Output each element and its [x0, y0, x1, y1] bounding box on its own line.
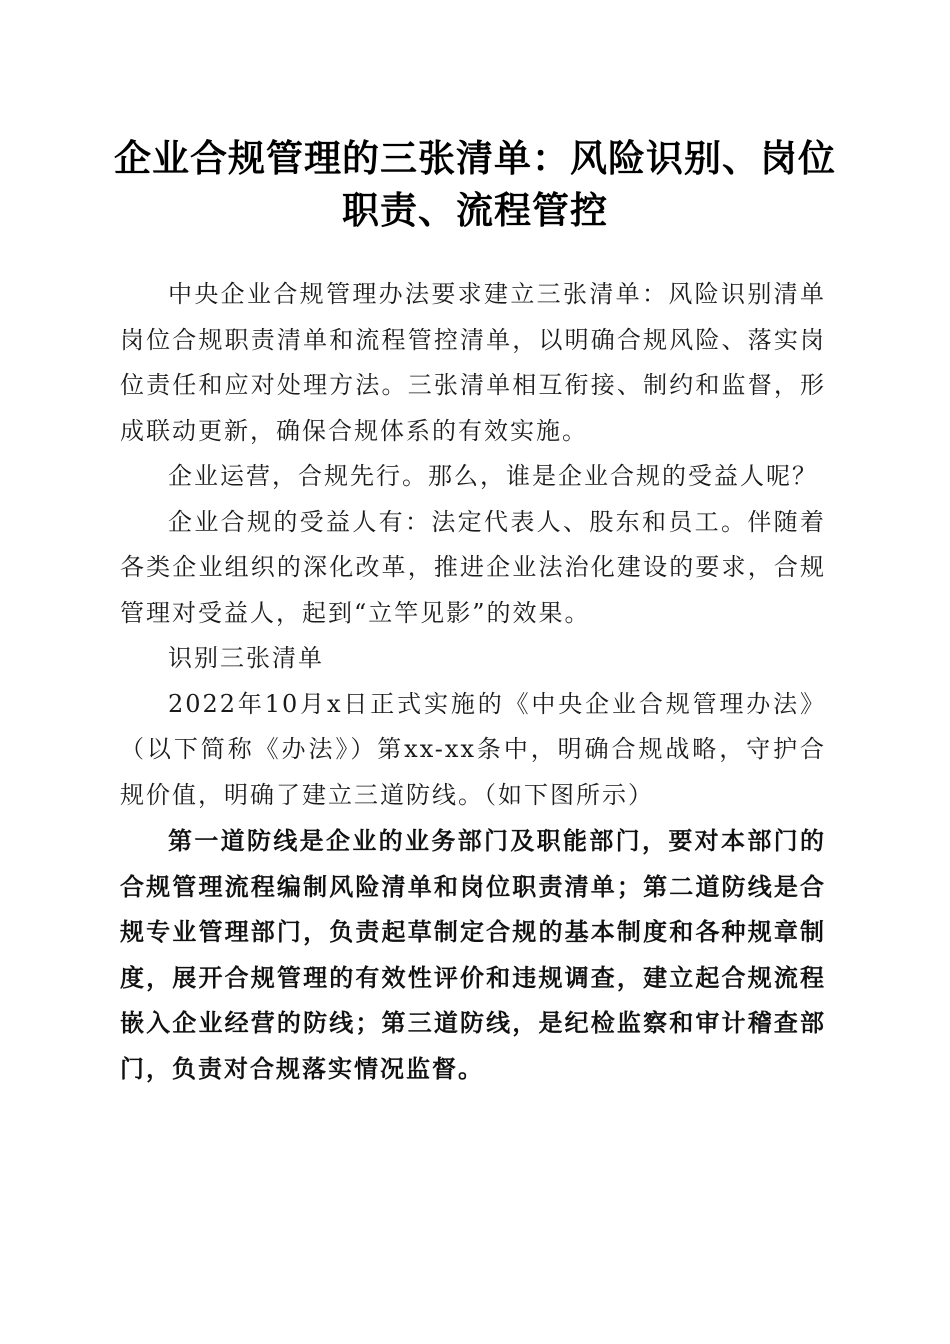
paragraph-question: 企业运营，合规先行。那么，谁是企业合规的受益人呢？ — [168, 462, 818, 490]
paragraph-intro: 中央企业合规管理办法要求建立三张清单：风险识别清单岗位合规职责清单和流程管控清单，以明确合规风险、落实岗位责任和应对处理方法。三张清单相互衔接、制约和监督，形成联动更新，确保合规体系的有效实施。 — [120, 280, 826, 445]
paragraph-beneficiaries: 企业合规的受益人有：法定代表人、股东和员工。伴随着各类企业组织的深化改革，推进企业法治化建设的要求，合规管理对受益人，起到“立竿见影”的效果。 — [120, 507, 826, 627]
document-body — [120, 272, 826, 1091]
paragraph-three-lines: 第一道防线是企业的业务部门及职能部门，要对本部门的合规管理流程编制风险清单和岗位职责清单；第二道防线是合规专业管理部门，负责起草制定合规的基本制度和各种规章制度，展开合规管理的有效性评价和违规调查，建立起合规流程嵌入企业经营的防线；第三道防线，是纪检监察和审计稽查部门，负责对合规落实情况监督。 — [120, 826, 826, 1083]
paragraph-heading-identify: 识别三张清单 — [168, 644, 324, 672]
paragraph-regulation: 2022年10月x日正式实施的《中央企业合规管理办法》（以下简称《办法》）第xx-xx条中，明确合规战略，守护合规价值，明确了建立三道防线。（如下图所示） — [120, 689, 826, 809]
page-title: 企业合规管理的三张清单：风险识别、岗位职责、流程管控 — [114, 136, 836, 232]
